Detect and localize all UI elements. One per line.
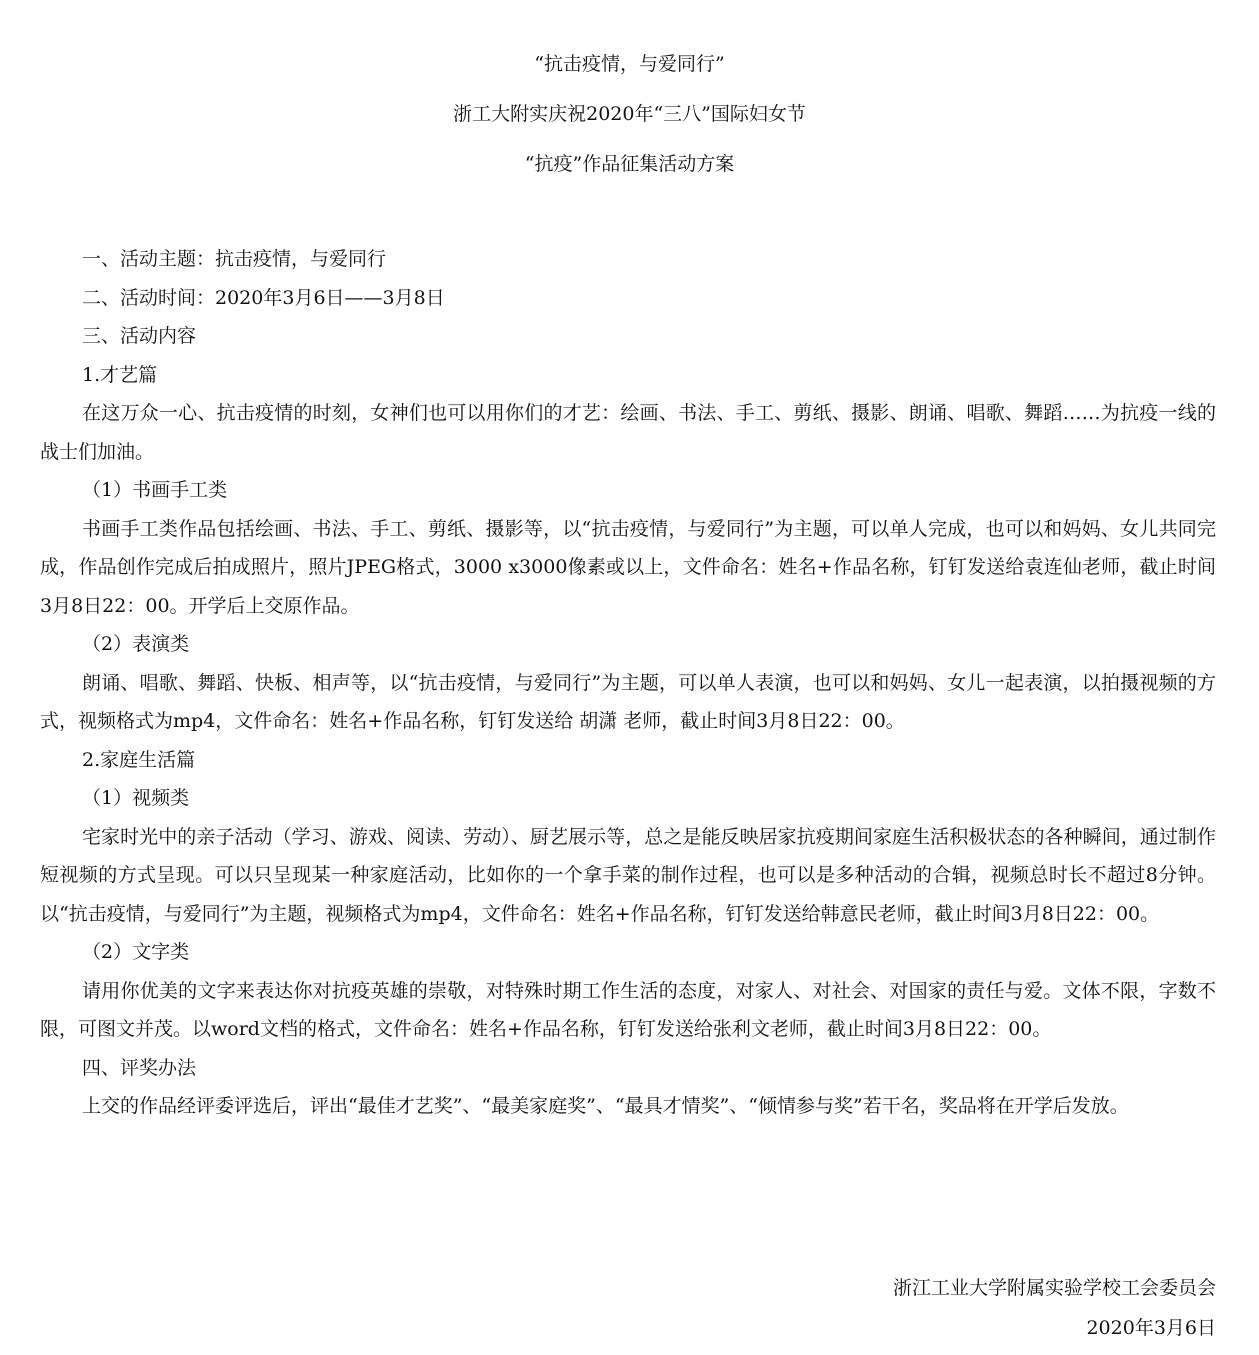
document-body [40, 240, 1216, 1126]
title-line-1: “抗击疫情，与爱同行” [534, 53, 725, 75]
title-line-2: 浙工大附实庆祝2020年“三八”国际妇女节 [453, 103, 806, 125]
signature-date: 2020年3月6日 [1086, 1317, 1216, 1339]
performance-paragraph: 朗诵、唱歌、舞蹈、快板、相声等，以“抗击疫情，与爱同行”为主题，可以单人表演，也可以和妈妈、女儿一起表演，以拍摄视频的方式，视频格式为mp4，文件命名：姓名+作品名称，钉钉发送给 胡潇 老师，截止时间3月8日22：00。 [40, 671, 1216, 732]
talent-intro-paragraph: 在这万众一心、抗击疫情的时刻，女神们也可以用你们的才艺：绘画、书法、手工、剪纸、摄影、朗诵、唱歌、舞蹈……为抗疫一线的战士们加油。 [40, 402, 1216, 463]
writing-heading: （2）文字类 [82, 941, 190, 963]
signature-organization: 浙江工业大学附属实验学校工会委员会 [892, 1277, 1216, 1299]
section-awards-heading: 四、评奖办法 [82, 1056, 197, 1079]
section-content-heading: 三、活动内容 [82, 325, 197, 347]
performance-heading: （2）表演类 [82, 633, 190, 655]
writing-paragraph: 请用你优美的文字来表达你对抗疫英雄的崇敬，对特殊时期工作生活的态度，对家人、对社会、对国家的责任与爱。文体不限，字数不限，可图文并茂。以word文档的格式，文件命名：姓名+作品名称，钉钉发送给张利文老师，截止时间3月8日22：00。 [40, 979, 1216, 1040]
title-line-3: “抗疫”作品征集活动方案 [524, 153, 735, 175]
awards-paragraph: 上交的作品经评委评选后，评出“最佳才艺奖”、“最美家庭奖”、“最具才情奖”、“倾情参与奖”若干名，奖品将在开学后发放。 [82, 1095, 1129, 1117]
video-paragraph: 宅家时光中的亲子活动（学习、游戏、阅读、劳动）、厨艺展示等，总之是能反映居家抗疫期间家庭生活积极状态的各种瞬间，通过制作短视频的方式呈现。可以只呈现某一种家庭活动，比如你的一个拿手菜的制作过程，也可以是多种活动的合辑，视频总时长不超过8分钟。以“抗击疫情，与爱同行”为主题，视频格式为mp4，文件命名：姓名+作品名称，钉钉发送给韩意民老师，截止时间3月8日22：00。 [40, 825, 1216, 925]
section-theme: 一、活动主题：抗击疫情，与爱同行 [82, 248, 387, 270]
section-time: 二、活动时间：2020年3月6日——3月8日 [82, 286, 445, 309]
video-heading: （1）视频类 [82, 787, 190, 809]
subsection-talent-heading: 1.才艺篇 [82, 363, 158, 386]
calligraphy-craft-paragraph: 书画手工类作品包括绘画、书法、手工、剪纸、摄影等，以“抗击疫情，与爱同行”为主题，可以单人完成，也可以和妈妈、女儿共同完成，作品创作完成后拍成照片，照片JPEG格式，3000 x3000像素或以上，文件命名：姓名+作品名称，钉钉发送给袁连仙老师，截止时间3月8日22：00。开学后上交原作品。 [40, 517, 1216, 617]
calligraphy-craft-heading: （1）书画手工类 [82, 479, 228, 501]
subsection-family-heading: 2.家庭生活篇 [82, 748, 196, 771]
